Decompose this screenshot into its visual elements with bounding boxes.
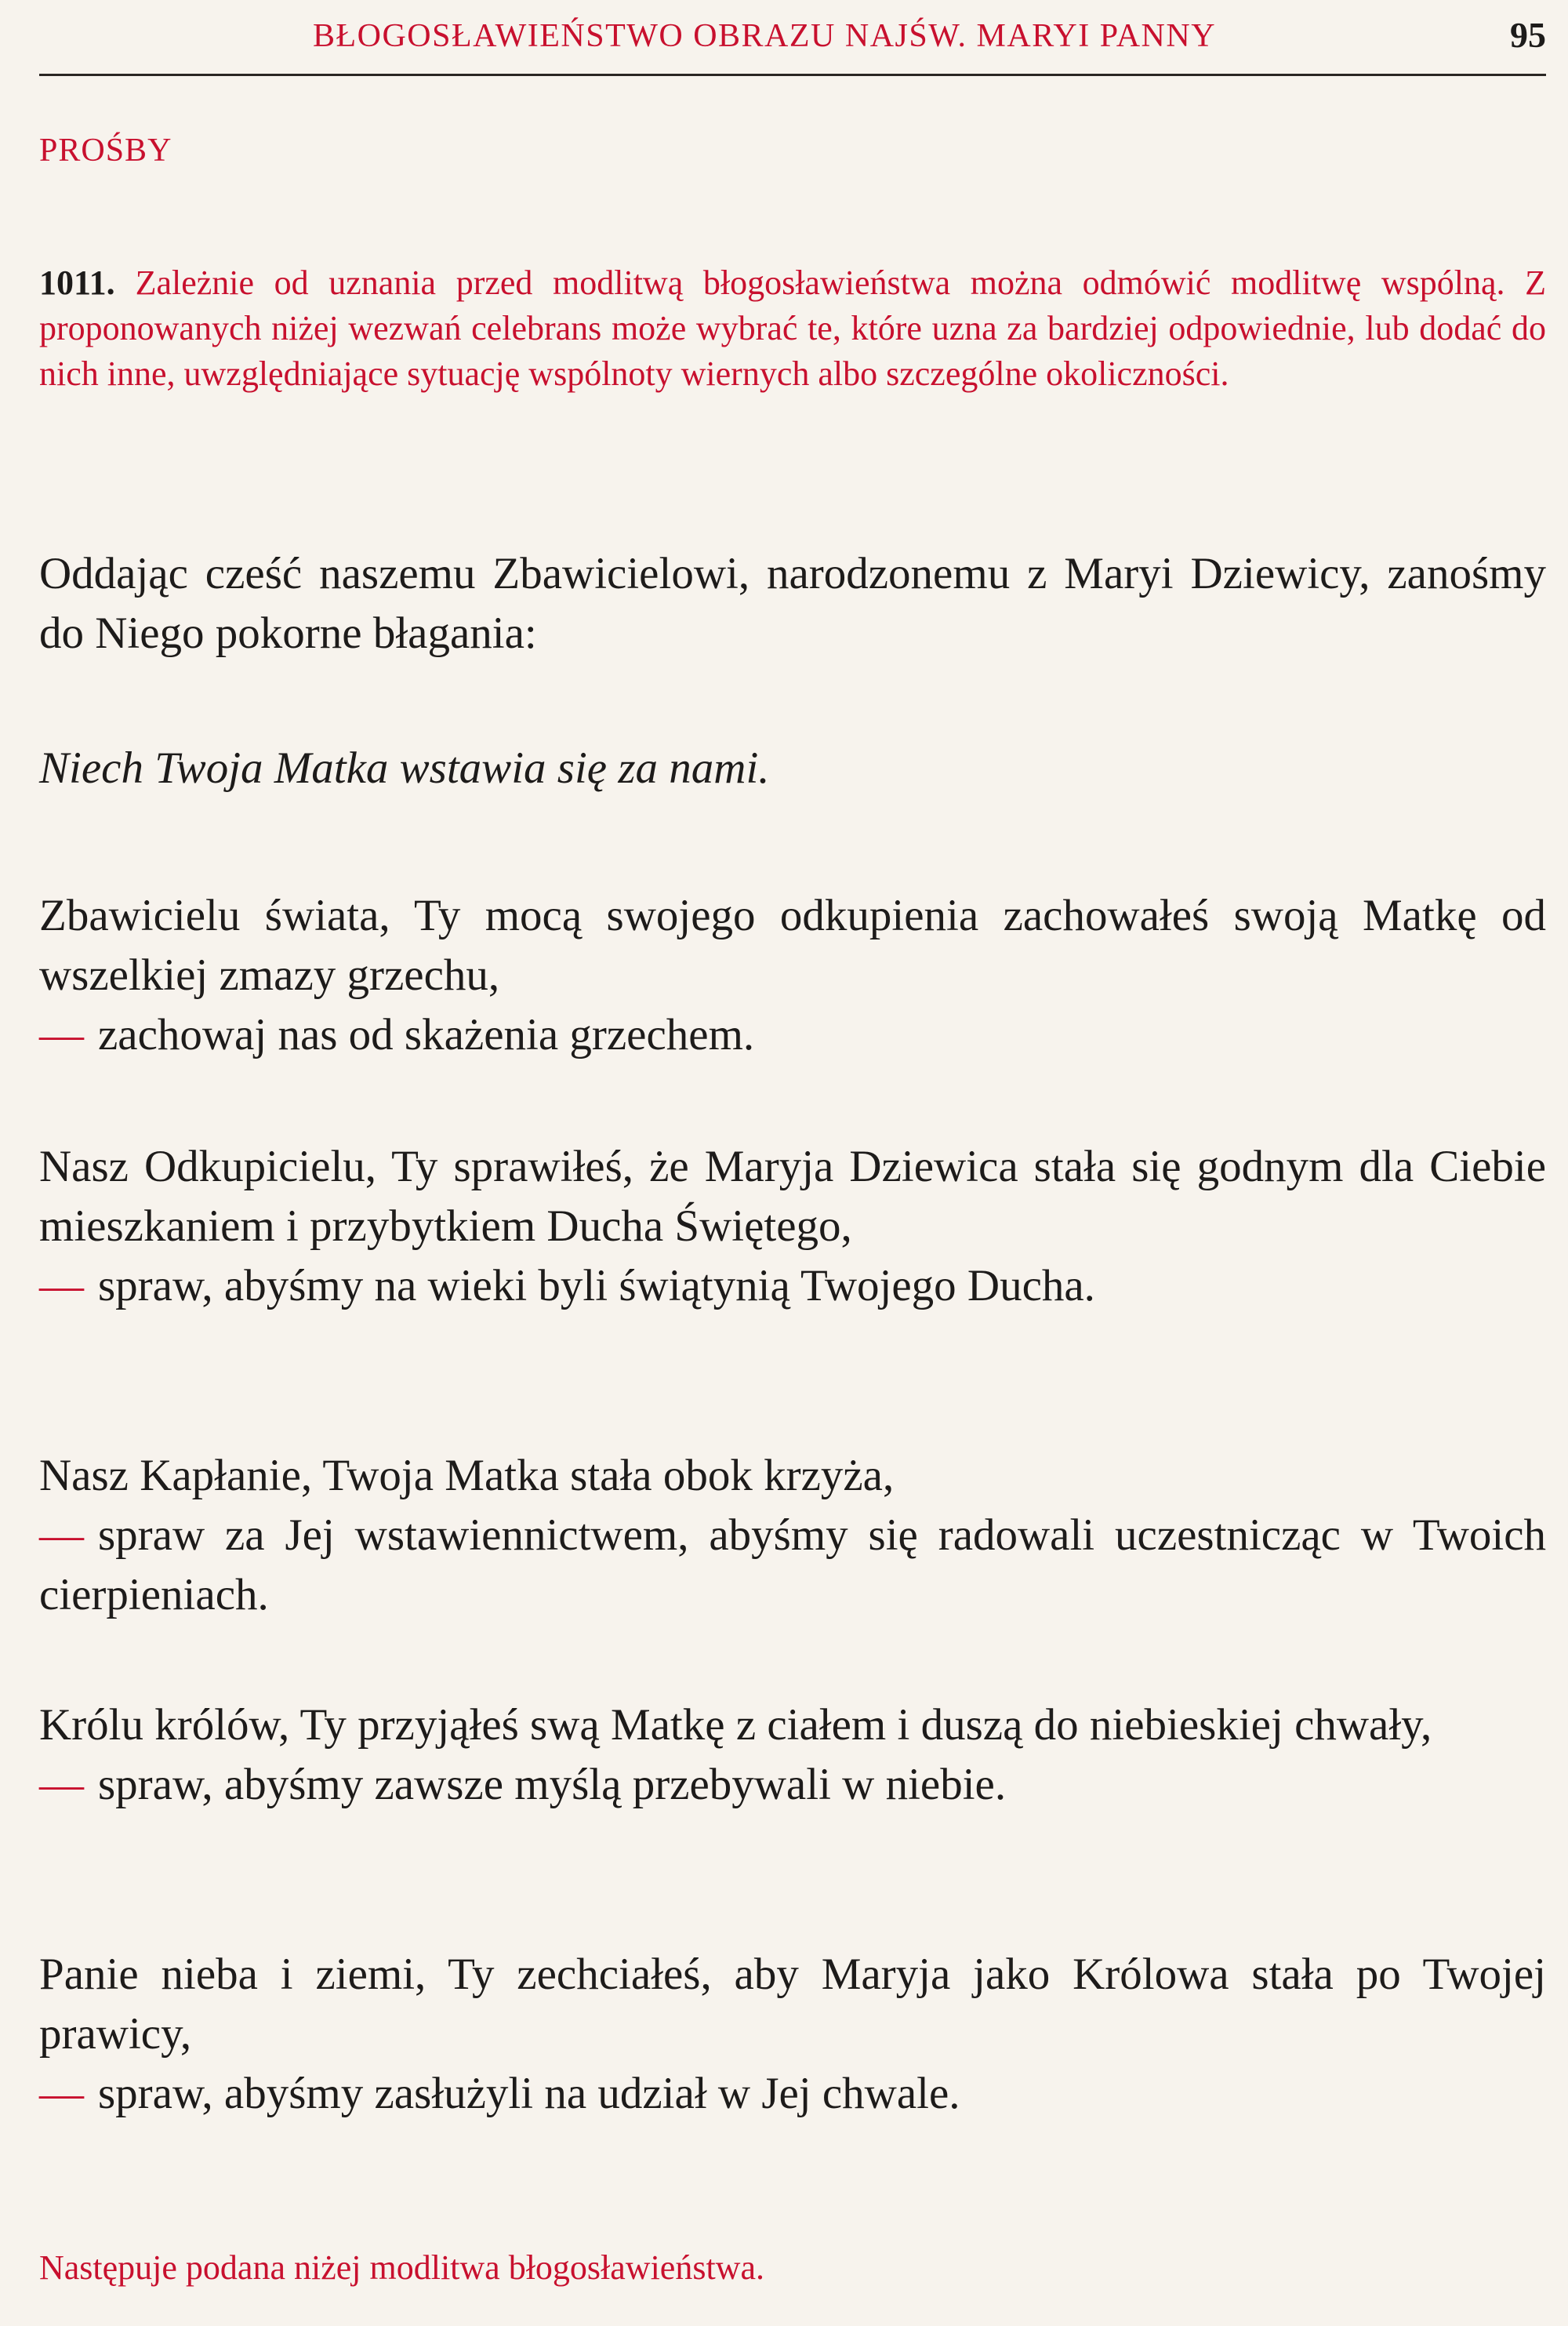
header-divider xyxy=(39,74,1546,76)
petition-invocation: Nasz Odkupicielu, Ty sprawiłeś, że Maryja Dziewica stała się godnym dla Ciebie mieszkaniem i przybytkiem Ducha Świętego, xyxy=(39,1142,1546,1251)
petition-plea-line xyxy=(39,1506,1546,1625)
petition-invocation: Panie nieba i ziemi, Ty zechciałeś, aby Maryja jako Królowa stała po Twojej prawicy, xyxy=(39,1950,1546,2059)
petition xyxy=(39,1137,1546,1316)
rubric-paragraph xyxy=(39,260,1546,397)
petition-plea-line xyxy=(39,1755,1546,1815)
petition xyxy=(39,886,1546,1065)
page-number: 95 xyxy=(1510,15,1546,55)
petition-invocation: Nasz Kapłanie, Twoja Matka stała obok krzyża, xyxy=(39,1451,895,1500)
petition-plea: spraw, abyśmy na wieki byli świątynią Twojego Ducha. xyxy=(98,1261,1095,1310)
petition-plea-line xyxy=(39,1005,1546,1065)
petition-plea: spraw, abyśmy zawsze myślą przebywali w niebie. xyxy=(98,1760,1007,1809)
petition xyxy=(39,1695,1546,1815)
closing-rubric: Następuje podana niżej modlitwa błogosławieństwa. xyxy=(39,2248,764,2287)
running-header-title: BŁOGOSŁAWIEŃSTWO OBRAZU NAJŚW. MARYI PANNY xyxy=(312,18,1217,54)
rubric-text: Zależnie od uznania przed modlitwą błogosławieństwa można odmówić modlitwę wspólną. Z proponowanych niżej wezwań celebrans może wybrać te, które uzna za bardziej odpowiednie, lub dodać do nich inne, uwzględniające sytuację wspólnoty wiernych albo szczególne okoliczności. xyxy=(39,263,1546,393)
petition xyxy=(39,1945,1546,2124)
petition-invocation: Zbawicielu świata, Ty mocą swojego odkupienia zachowałeś swoją Matkę od wszelkiej zmazy grzechu, xyxy=(39,891,1546,1000)
petition-plea: spraw za Jej wstawiennictwem, abyśmy się radowali uczestnicząc w Twoich cierpieniach. xyxy=(39,1510,1546,1619)
red-dash: — xyxy=(39,1010,84,1059)
red-dash: — xyxy=(39,1261,84,1310)
petition-plea-line xyxy=(39,2064,1546,2124)
petition xyxy=(39,1446,1546,1625)
intro-invitation: Oddając cześć naszemu Zbawicielowi, narodzonemu z Maryi Dziewicy, zanośmy do Niego pokorne błagania: xyxy=(39,549,1546,658)
section-heading: PROŚBY xyxy=(39,133,172,169)
red-dash: — xyxy=(39,2069,84,2118)
petition-plea-line xyxy=(39,1256,1546,1316)
red-dash: — xyxy=(39,1510,84,1560)
paragraph-number: 1011. xyxy=(39,263,115,302)
red-dash: — xyxy=(39,1760,84,1809)
petition-plea: spraw, abyśmy zasłużyli na udział w Jej chwale. xyxy=(98,2069,960,2118)
response-refrain: Niech Twoja Matka wstawia się za nami. xyxy=(39,743,770,793)
petition-invocation: Królu królów, Ty przyjąłeś swą Matkę z ciałem i duszą do niebieskiej chwały, xyxy=(39,1700,1432,1750)
petition-plea: zachowaj nas od skażenia grzechem. xyxy=(98,1010,755,1059)
